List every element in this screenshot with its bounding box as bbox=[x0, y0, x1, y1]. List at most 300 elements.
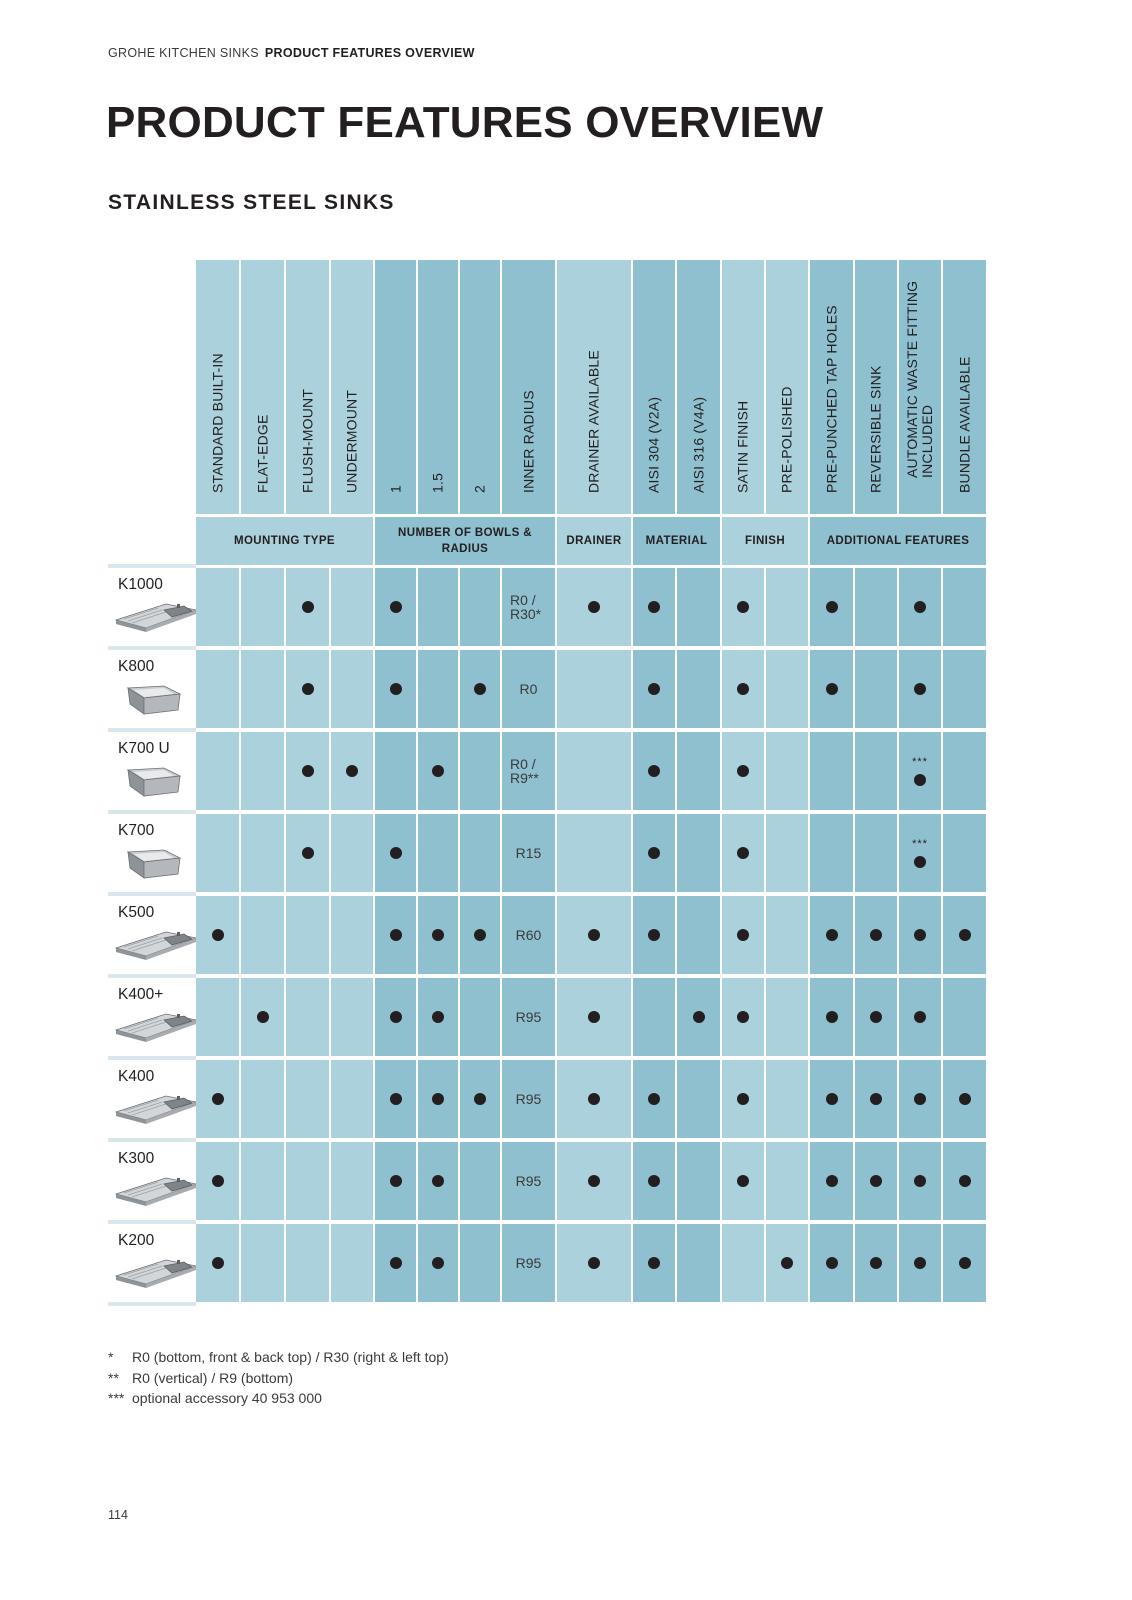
feature-dot bbox=[588, 1257, 600, 1269]
row-separator bbox=[108, 1220, 196, 1224]
cell-pre-polished bbox=[766, 1060, 808, 1138]
footnote bbox=[108, 1388, 449, 1409]
feature-dot bbox=[648, 1175, 660, 1187]
page-title: PRODUCT FEATURES OVERVIEW bbox=[106, 98, 824, 147]
row-label-k200 bbox=[108, 1224, 196, 1302]
row-label-k400 bbox=[108, 1060, 196, 1138]
cell-undermount bbox=[331, 896, 373, 974]
cell-1 bbox=[375, 568, 416, 646]
feature-dot bbox=[737, 929, 749, 941]
cell-1 bbox=[375, 814, 416, 892]
feature-dot bbox=[212, 929, 224, 941]
cell-flat-edge bbox=[241, 1060, 284, 1138]
cell-reversible-sink bbox=[855, 1224, 897, 1302]
product-name: K400 bbox=[118, 1068, 155, 1085]
cell-aisi-304-v2a bbox=[633, 978, 675, 1056]
cell-satin-finish bbox=[722, 1060, 764, 1138]
feature-dot bbox=[432, 1175, 444, 1187]
row-separator bbox=[108, 974, 196, 978]
cell-flat-edge bbox=[241, 896, 284, 974]
feature-dot bbox=[648, 847, 660, 859]
row-label-k1000 bbox=[108, 568, 196, 646]
cell-1-5 bbox=[418, 1224, 458, 1302]
feature-dot bbox=[737, 1175, 749, 1187]
column-header-inner-radius bbox=[502, 260, 555, 514]
cell-inner-radius bbox=[502, 1224, 555, 1302]
cell-2 bbox=[460, 1060, 500, 1138]
cell-2 bbox=[460, 650, 500, 728]
feature-dot bbox=[302, 847, 314, 859]
product-name: K800 bbox=[118, 658, 155, 675]
cell-2 bbox=[460, 568, 500, 646]
column-header-label: UNDERMOUNT bbox=[343, 389, 360, 493]
inner-radius-value: R0 bbox=[519, 681, 538, 697]
feature-dot bbox=[914, 856, 926, 868]
cell-reversible-sink bbox=[855, 732, 897, 810]
cell-inner-radius bbox=[502, 896, 555, 974]
footnotes bbox=[108, 1347, 449, 1409]
feature-dot bbox=[737, 765, 749, 777]
cell-1-5 bbox=[418, 978, 458, 1056]
cell-1-5 bbox=[418, 732, 458, 810]
cell-pre-punched-tap-holes bbox=[810, 650, 853, 728]
feature-dot bbox=[390, 683, 402, 695]
feature-dot bbox=[390, 601, 402, 613]
cell-flush-mount bbox=[286, 650, 329, 728]
optional-accessory-mark: *** bbox=[912, 756, 928, 768]
cell-2 bbox=[460, 896, 500, 974]
cell-standard-built-in bbox=[196, 568, 239, 646]
inner-radius-value: R95 bbox=[515, 1009, 542, 1025]
row-label-k400 bbox=[108, 978, 196, 1056]
cell-flush-mount bbox=[286, 732, 329, 810]
product-name: K300 bbox=[118, 1150, 155, 1167]
feature-dot bbox=[588, 1011, 600, 1023]
cell-inner-radius bbox=[502, 1060, 555, 1138]
cell-aisi-304-v2a bbox=[633, 732, 675, 810]
feature-dot bbox=[826, 683, 838, 695]
feature-dot bbox=[588, 1175, 600, 1187]
cell-automatic-waste-fitting-included bbox=[899, 978, 941, 1056]
feature-dot bbox=[390, 1093, 402, 1105]
footnote-text: R0 (vertical) / R9 (bottom) bbox=[132, 1369, 294, 1386]
cell-undermount bbox=[331, 814, 373, 892]
feature-dot bbox=[737, 601, 749, 613]
feature-dot bbox=[302, 601, 314, 613]
column-header-drainer-available bbox=[557, 260, 631, 514]
feature-dot bbox=[588, 929, 600, 941]
cell-automatic-waste-fitting-included bbox=[899, 568, 941, 646]
feature-dot bbox=[390, 1257, 402, 1269]
feature-dot bbox=[870, 1093, 882, 1105]
cell-1 bbox=[375, 1224, 416, 1302]
cell-reversible-sink bbox=[855, 568, 897, 646]
cell-1 bbox=[375, 978, 416, 1056]
column-header-label: PRE-POLISHED bbox=[778, 386, 795, 493]
cell-1 bbox=[375, 650, 416, 728]
cell-flat-edge bbox=[241, 978, 284, 1056]
cell-pre-punched-tap-holes bbox=[810, 568, 853, 646]
cell-bundle-available bbox=[943, 814, 986, 892]
column-header-label: FLUSH-MOUNT bbox=[299, 388, 315, 493]
cell-drainer-available bbox=[557, 814, 631, 892]
feature-dot bbox=[870, 929, 882, 941]
column-header-standard-built-in bbox=[196, 260, 239, 514]
cell-flat-edge bbox=[241, 1224, 284, 1302]
feature-dot bbox=[826, 929, 838, 941]
sink-with-drainer-icon bbox=[114, 598, 198, 643]
feature-dot bbox=[870, 1011, 882, 1023]
cell-bundle-available bbox=[943, 1060, 986, 1138]
feature-dot bbox=[826, 1093, 838, 1105]
feature-dot bbox=[432, 1093, 444, 1105]
cell-bundle-available bbox=[943, 650, 986, 728]
cell-flat-edge bbox=[241, 732, 284, 810]
column-header-undermount bbox=[331, 260, 373, 514]
column-header-2 bbox=[460, 260, 500, 514]
product-name: K700 U bbox=[118, 740, 170, 757]
feature-dot bbox=[737, 683, 749, 695]
cell-satin-finish bbox=[722, 814, 764, 892]
feature-dot bbox=[648, 1093, 660, 1105]
inner-radius-value: R95 bbox=[515, 1255, 542, 1271]
feature-dot bbox=[432, 1257, 444, 1269]
group-header-drainer: DRAINER bbox=[557, 517, 631, 565]
cell-inner-radius bbox=[502, 650, 555, 728]
cell-flush-mount bbox=[286, 978, 329, 1056]
cell-pre-polished bbox=[766, 1224, 808, 1302]
cell-standard-built-in bbox=[196, 1142, 239, 1220]
cell-pre-polished bbox=[766, 732, 808, 810]
cell-aisi-304-v2a bbox=[633, 814, 675, 892]
cell-inner-radius bbox=[502, 978, 555, 1056]
sink-with-drainer-icon bbox=[114, 926, 198, 971]
feature-dot bbox=[914, 683, 926, 695]
cell-drainer-available bbox=[557, 896, 631, 974]
feature-dot bbox=[826, 601, 838, 613]
cell-1 bbox=[375, 896, 416, 974]
column-header-bundle-available bbox=[943, 260, 986, 514]
cell-automatic-waste-fitting-included bbox=[899, 1224, 941, 1302]
product-name: K500 bbox=[118, 904, 155, 921]
feature-dot bbox=[212, 1175, 224, 1187]
cell-pre-polished bbox=[766, 568, 808, 646]
cell-aisi-316-v4a bbox=[677, 1060, 720, 1138]
feature-dot bbox=[474, 683, 486, 695]
breadcrumb bbox=[108, 46, 475, 60]
product-name: K400+ bbox=[118, 986, 164, 1003]
single-bowl-sink-icon bbox=[114, 762, 186, 807]
column-header-label: INNER RADIUS bbox=[520, 390, 536, 493]
column-header-label: DRAINER AVAILABLE bbox=[585, 350, 602, 493]
feature-dot bbox=[648, 601, 660, 613]
feature-dot bbox=[474, 929, 486, 941]
cell-bundle-available bbox=[943, 978, 986, 1056]
cell-inner-radius bbox=[502, 732, 555, 810]
feature-dot bbox=[302, 765, 314, 777]
feature-dot bbox=[914, 601, 926, 613]
cell-automatic-waste-fitting-included bbox=[899, 732, 941, 810]
group-header-finish: FINISH bbox=[722, 517, 808, 565]
column-header-label: AUTOMATIC WASTE FITTING INCLUDED bbox=[904, 280, 935, 478]
breadcrumb-section: GROHE KITCHEN SINKS bbox=[108, 46, 259, 60]
cell-aisi-304-v2a bbox=[633, 1142, 675, 1220]
feature-dot bbox=[588, 1093, 600, 1105]
cell-satin-finish bbox=[722, 978, 764, 1056]
footnote-marker: ** bbox=[108, 1369, 119, 1386]
cell-aisi-304-v2a bbox=[633, 568, 675, 646]
cell-drainer-available bbox=[557, 568, 631, 646]
column-header-label: AISI 316 (V4A) bbox=[690, 396, 706, 493]
cell-inner-radius bbox=[502, 814, 555, 892]
feature-dot bbox=[390, 929, 402, 941]
cell-pre-polished bbox=[766, 978, 808, 1056]
feature-dot bbox=[648, 765, 660, 777]
footnote-text: optional accessory 40 953 000 bbox=[132, 1390, 322, 1406]
cell-satin-finish bbox=[722, 896, 764, 974]
cell-automatic-waste-fitting-included bbox=[899, 814, 941, 892]
cell-pre-punched-tap-holes bbox=[810, 732, 853, 810]
cell-standard-built-in bbox=[196, 1224, 239, 1302]
feature-dot bbox=[432, 929, 444, 941]
single-bowl-sink-icon bbox=[114, 680, 186, 725]
footnote bbox=[108, 1368, 449, 1389]
cell-drainer-available bbox=[557, 978, 631, 1056]
feature-dot bbox=[212, 1093, 224, 1105]
cell-flat-edge bbox=[241, 650, 284, 728]
cell-flush-mount bbox=[286, 1224, 329, 1302]
cell-undermount bbox=[331, 1224, 373, 1302]
feature-dot bbox=[870, 1257, 882, 1269]
column-header-1 bbox=[375, 260, 416, 514]
cell-flush-mount bbox=[286, 896, 329, 974]
sink-with-drainer-icon bbox=[114, 1172, 198, 1217]
cell-1 bbox=[375, 732, 416, 810]
cell-pre-polished bbox=[766, 650, 808, 728]
cell-undermount bbox=[331, 732, 373, 810]
column-header-label: FLAT-EDGE bbox=[254, 414, 270, 493]
cell-pre-punched-tap-holes bbox=[810, 1224, 853, 1302]
cell-satin-finish bbox=[722, 732, 764, 810]
cell-standard-built-in bbox=[196, 978, 239, 1056]
cell-undermount bbox=[331, 568, 373, 646]
feature-dot bbox=[959, 1257, 971, 1269]
cell-standard-built-in bbox=[196, 814, 239, 892]
row-label-k700 bbox=[108, 814, 196, 892]
cell-drainer-available bbox=[557, 1060, 631, 1138]
cell-inner-radius bbox=[502, 1142, 555, 1220]
table-bottom-separator bbox=[108, 1302, 196, 1306]
inner-radius-value: R0 / R9** bbox=[510, 756, 539, 786]
feature-dot bbox=[693, 1011, 705, 1023]
cell-automatic-waste-fitting-included bbox=[899, 650, 941, 728]
column-header-label: 1.5 bbox=[429, 472, 446, 493]
feature-dot bbox=[588, 601, 600, 613]
feature-dot bbox=[390, 847, 402, 859]
cell-automatic-waste-fitting-included bbox=[899, 1142, 941, 1220]
column-header-label: AISI 304 (V2A) bbox=[645, 396, 662, 493]
feature-dot bbox=[648, 1257, 660, 1269]
cell-drainer-available bbox=[557, 1224, 631, 1302]
cell-pre-polished bbox=[766, 814, 808, 892]
row-separator bbox=[108, 646, 196, 650]
column-header-flat-edge bbox=[241, 260, 284, 514]
breadcrumb-current: PRODUCT FEATURES OVERVIEW bbox=[264, 46, 475, 60]
cell-pre-punched-tap-holes bbox=[810, 1060, 853, 1138]
cell-flush-mount bbox=[286, 814, 329, 892]
cell-1-5 bbox=[418, 1060, 458, 1138]
cell-1 bbox=[375, 1142, 416, 1220]
sink-with-drainer-icon bbox=[114, 1090, 198, 1135]
feature-dot bbox=[432, 1011, 444, 1023]
feature-dot bbox=[914, 774, 926, 786]
cell-drainer-available bbox=[557, 1142, 631, 1220]
feature-dot bbox=[737, 847, 749, 859]
column-header-aisi-304-v2a bbox=[633, 260, 675, 514]
column-header-label: STANDARD BUILT-IN bbox=[209, 353, 225, 493]
sink-with-drainer-icon bbox=[114, 1008, 198, 1053]
cell-pre-polished bbox=[766, 896, 808, 974]
group-header-mounting-type: MOUNTING TYPE bbox=[196, 517, 373, 565]
feature-dot bbox=[826, 1175, 838, 1187]
column-header-automatic-waste-fitting-included bbox=[899, 260, 941, 514]
cell-pre-punched-tap-holes bbox=[810, 896, 853, 974]
row-separator bbox=[108, 728, 196, 732]
inner-radius-value: R95 bbox=[515, 1091, 542, 1107]
footnote-marker: *** bbox=[108, 1390, 125, 1406]
cell-pre-punched-tap-holes bbox=[810, 1142, 853, 1220]
cell-bundle-available bbox=[943, 1224, 986, 1302]
cell-aisi-304-v2a bbox=[633, 1060, 675, 1138]
feature-dot bbox=[432, 765, 444, 777]
feature-dot bbox=[390, 1175, 402, 1187]
column-header-aisi-316-v4a bbox=[677, 260, 720, 514]
cell-reversible-sink bbox=[855, 1142, 897, 1220]
cell-1-5 bbox=[418, 650, 458, 728]
cell-1-5 bbox=[418, 1142, 458, 1220]
footnote bbox=[108, 1347, 449, 1368]
cell-satin-finish bbox=[722, 650, 764, 728]
cell-drainer-available bbox=[557, 732, 631, 810]
column-header-pre-polished bbox=[766, 260, 808, 514]
cell-flush-mount bbox=[286, 1142, 329, 1220]
feature-dot bbox=[914, 929, 926, 941]
cell-reversible-sink bbox=[855, 650, 897, 728]
feature-dot bbox=[212, 1257, 224, 1269]
cell-1-5 bbox=[418, 814, 458, 892]
cell-2 bbox=[460, 1224, 500, 1302]
cell-satin-finish bbox=[722, 568, 764, 646]
cell-2 bbox=[460, 978, 500, 1056]
column-header-pre-punched-tap-holes bbox=[810, 260, 853, 514]
feature-dot bbox=[914, 1175, 926, 1187]
cell-2 bbox=[460, 732, 500, 810]
row-label-k500 bbox=[108, 896, 196, 974]
cell-standard-built-in bbox=[196, 650, 239, 728]
inner-radius-value: R60 bbox=[515, 927, 542, 943]
cell-undermount bbox=[331, 1142, 373, 1220]
feature-dot bbox=[959, 1175, 971, 1187]
group-header-additional-features: ADDITIONAL FEATURES bbox=[810, 517, 986, 565]
cell-flush-mount bbox=[286, 568, 329, 646]
feature-dot bbox=[474, 1093, 486, 1105]
inner-radius-value: R95 bbox=[515, 1173, 542, 1189]
inner-radius-value: R15 bbox=[515, 845, 542, 861]
cell-aisi-316-v4a bbox=[677, 814, 720, 892]
inner-radius-value: R0 / R30* bbox=[510, 592, 542, 622]
cell-undermount bbox=[331, 978, 373, 1056]
row-label-k800 bbox=[108, 650, 196, 728]
cell-standard-built-in bbox=[196, 1060, 239, 1138]
column-header-label: PRE-PUNCHED TAP HOLES bbox=[823, 305, 839, 493]
feature-dot bbox=[826, 1257, 838, 1269]
cell-undermount bbox=[331, 1060, 373, 1138]
feature-dot bbox=[346, 765, 358, 777]
feature-dot bbox=[648, 683, 660, 695]
column-header-reversible-sink bbox=[855, 260, 897, 514]
cell-undermount bbox=[331, 650, 373, 728]
footnote-marker: * bbox=[108, 1349, 114, 1365]
cell-bundle-available bbox=[943, 896, 986, 974]
feature-dot bbox=[914, 1011, 926, 1023]
group-header-material: MATERIAL bbox=[633, 517, 720, 565]
page-number: 114 bbox=[108, 1508, 128, 1522]
cell-bundle-available bbox=[943, 1142, 986, 1220]
feature-dot bbox=[914, 1093, 926, 1105]
cell-flat-edge bbox=[241, 568, 284, 646]
cell-pre-punched-tap-holes bbox=[810, 978, 853, 1056]
column-header-satin-finish bbox=[722, 260, 764, 514]
feature-dot bbox=[390, 1011, 402, 1023]
column-header-label: REVERSIBLE SINK bbox=[867, 365, 884, 493]
cell-aisi-316-v4a bbox=[677, 978, 720, 1056]
product-name: K200 bbox=[118, 1232, 155, 1249]
cell-2 bbox=[460, 814, 500, 892]
feature-dot bbox=[959, 929, 971, 941]
row-separator bbox=[108, 1138, 196, 1142]
product-name: K700 bbox=[118, 822, 155, 839]
cell-1-5 bbox=[418, 896, 458, 974]
footnote-text: R0 (bottom, front & back top) / R30 (right & left top) bbox=[132, 1349, 449, 1365]
feature-dot bbox=[959, 1093, 971, 1105]
column-header-label: BUNDLE AVAILABLE bbox=[956, 356, 972, 493]
feature-dot bbox=[870, 1175, 882, 1187]
cell-aisi-316-v4a bbox=[677, 896, 720, 974]
feature-dot bbox=[302, 683, 314, 695]
cell-aisi-304-v2a bbox=[633, 896, 675, 974]
group-header-number-of-bowls-radius: NUMBER OF BOWLS & RADIUS bbox=[375, 517, 555, 565]
row-separator bbox=[108, 1056, 196, 1060]
cell-automatic-waste-fitting-included bbox=[899, 896, 941, 974]
single-bowl-sink-icon bbox=[114, 844, 186, 889]
sink-with-drainer-icon bbox=[114, 1254, 198, 1299]
column-header-1-5 bbox=[418, 260, 458, 514]
feature-dot bbox=[737, 1011, 749, 1023]
cell-flush-mount bbox=[286, 1060, 329, 1138]
cell-bundle-available bbox=[943, 732, 986, 810]
cell-satin-finish bbox=[722, 1142, 764, 1220]
cell-flat-edge bbox=[241, 814, 284, 892]
column-header-label: SATIN FINISH bbox=[734, 400, 751, 493]
feature-dot bbox=[737, 1093, 749, 1105]
optional-accessory-mark: *** bbox=[912, 838, 928, 850]
cell-standard-built-in bbox=[196, 732, 239, 810]
column-header-label: 2 bbox=[471, 485, 488, 493]
cell-aisi-316-v4a bbox=[677, 650, 720, 728]
feature-dot bbox=[648, 929, 660, 941]
cell-flat-edge bbox=[241, 1142, 284, 1220]
section-title: STAINLESS STEEL SINKS bbox=[108, 191, 395, 214]
